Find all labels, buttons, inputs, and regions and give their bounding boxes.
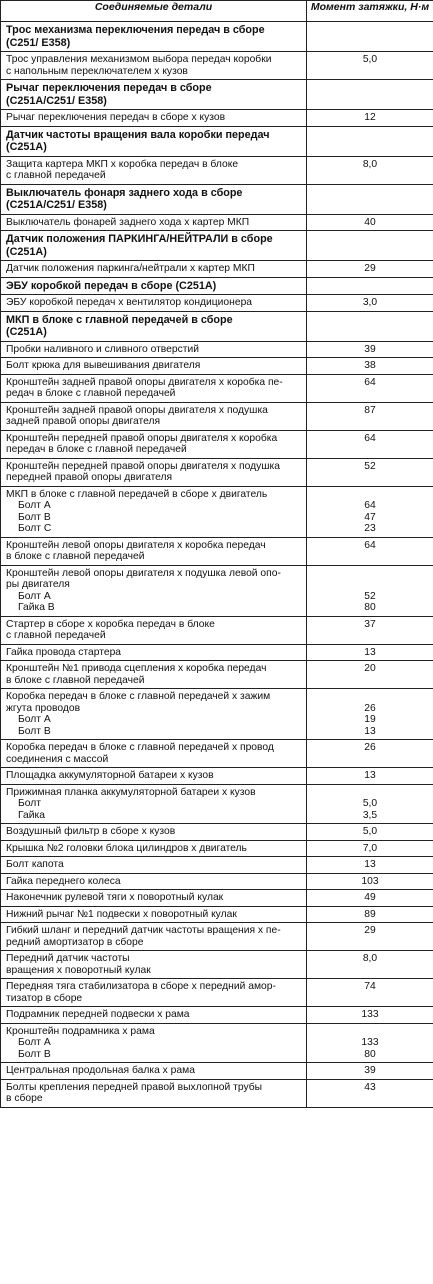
header-parts: Соединяемые детали bbox=[1, 1, 307, 22]
part-name-line: Гайка переднего колеса bbox=[6, 875, 121, 887]
table-row bbox=[1, 486, 433, 537]
torque-cell bbox=[307, 402, 433, 430]
table-row bbox=[1, 358, 433, 375]
torque-cell bbox=[307, 311, 433, 341]
section-row bbox=[1, 311, 433, 341]
torque-value: 43 bbox=[364, 1081, 376, 1093]
part-name-line: Болты крепления передней правой выхлопной трубы bbox=[6, 1081, 263, 1093]
table-row bbox=[1, 295, 433, 312]
torque-cell bbox=[307, 184, 433, 214]
part-cell bbox=[1, 126, 307, 156]
torque-value: 80 bbox=[364, 1048, 376, 1060]
part-name-line: передач в блоке с главной передачей bbox=[6, 444, 187, 455]
part-name-line: с главной передачей bbox=[6, 630, 106, 641]
table-body bbox=[1, 22, 433, 1108]
torque-value: 5,0 bbox=[362, 54, 378, 65]
part-name-line: Кронштейн задней правой опоры двигателя x подушка bbox=[6, 404, 268, 416]
torque-cell bbox=[307, 110, 433, 127]
part-name-line: Кронштейн левой опоры двигателя x коробка передач bbox=[6, 539, 266, 551]
table-row bbox=[1, 214, 433, 231]
torque-value: 87 bbox=[364, 404, 376, 416]
part-cell bbox=[1, 824, 307, 841]
section-title-line: Трос механизма переключения передач в сборе bbox=[6, 24, 265, 36]
torque-value: 64 bbox=[364, 376, 376, 388]
torque-value: 5,0 bbox=[362, 798, 378, 809]
part-name-line: Коробка передач в блоке с главной передачей x зажим bbox=[6, 691, 271, 702]
table-row bbox=[1, 923, 433, 951]
torque-cell bbox=[307, 80, 433, 110]
table-row bbox=[1, 341, 433, 358]
table-row bbox=[1, 110, 433, 127]
section-title-line: Датчик частоты вращения вала коробки передач bbox=[6, 128, 270, 141]
torque-cell bbox=[307, 923, 433, 951]
section-title-line: МКП в блоке с главной передачей в сборе bbox=[6, 313, 233, 326]
part-cell bbox=[1, 537, 307, 565]
torque-value: 74 bbox=[364, 981, 376, 992]
torque-value: 89 bbox=[364, 908, 376, 920]
torque-value: 133 bbox=[361, 1037, 379, 1048]
part-name-line: Нижний рычаг №1 подвески x поворотный кулак bbox=[6, 908, 237, 920]
fastener-label: Болт В bbox=[18, 725, 51, 737]
torque-cell bbox=[307, 661, 433, 689]
table-row bbox=[1, 374, 433, 402]
part-name-line: Передний датчик частоты bbox=[6, 953, 130, 964]
torque-value: 49 bbox=[364, 892, 376, 903]
torque-value: 29 bbox=[364, 925, 376, 936]
torque-cell bbox=[307, 689, 433, 740]
header-row bbox=[1, 1, 433, 22]
section-title-line: Выключатель фонаря заднего хода в сборе bbox=[6, 186, 243, 199]
section-title-line: (С251А) bbox=[6, 141, 47, 153]
part-name-line: Центральная продольная балка x рама bbox=[6, 1065, 195, 1076]
part-name-line: задней правой опоры двигателя bbox=[6, 416, 161, 427]
part-name-line: Гайка провода стартера bbox=[6, 646, 122, 658]
part-name-line: Рычаг переключения передач в сборе x кузов bbox=[6, 112, 226, 123]
fastener-label: Гайка bbox=[18, 809, 45, 821]
fastener-label: Гайка В bbox=[18, 602, 55, 613]
part-cell bbox=[1, 402, 307, 430]
part-cell bbox=[1, 458, 307, 486]
torque-value: 64 bbox=[364, 432, 376, 444]
part-name-line: Выключатель фонарей заднего хода x картер МКП bbox=[6, 216, 250, 228]
part-cell bbox=[1, 358, 307, 375]
torque-cell bbox=[307, 22, 433, 52]
torque-cell bbox=[307, 1063, 433, 1080]
part-cell bbox=[1, 341, 307, 358]
table-row bbox=[1, 1023, 433, 1063]
part-cell bbox=[1, 430, 307, 458]
torque-cell bbox=[307, 644, 433, 661]
torque-value: 47 bbox=[364, 511, 376, 523]
torque-value: 103 bbox=[361, 875, 379, 887]
table-row bbox=[1, 402, 433, 430]
torque-cell bbox=[307, 214, 433, 231]
section-title-line: (С251А/С251/ Е358) bbox=[6, 199, 107, 211]
header-torque: Момент затяжки, Н·м bbox=[307, 1, 433, 22]
torque-cell bbox=[307, 126, 433, 156]
torque-cell bbox=[307, 430, 433, 458]
table-row bbox=[1, 430, 433, 458]
part-cell bbox=[1, 110, 307, 127]
torque-cell bbox=[307, 740, 433, 768]
part-name-line: в сборе bbox=[6, 1093, 43, 1104]
part-cell bbox=[1, 923, 307, 951]
part-cell bbox=[1, 374, 307, 402]
table-row bbox=[1, 979, 433, 1007]
part-name-line: соединения с массой bbox=[6, 753, 109, 765]
section-row bbox=[1, 184, 433, 214]
fastener-label: Болт А bbox=[18, 500, 51, 511]
part-name-line: Стартер в сборе x коробка передач в блоке bbox=[6, 618, 215, 630]
table-row bbox=[1, 873, 433, 890]
table-row bbox=[1, 1063, 433, 1080]
torque-value: 20 bbox=[364, 663, 376, 674]
torque-value bbox=[311, 489, 429, 501]
torque-cell bbox=[307, 857, 433, 874]
torque-cell bbox=[307, 979, 433, 1007]
part-name-line: редний амортизатор в сборе bbox=[6, 936, 144, 948]
torque-cell bbox=[307, 156, 433, 184]
part-name-line: с главной передачей bbox=[6, 170, 106, 181]
part-name-line: Наконечник рулевой тяги x поворотный кулак bbox=[6, 892, 224, 903]
table-row bbox=[1, 951, 433, 979]
part-name-line: передней правой опоры двигателя bbox=[6, 472, 173, 483]
part-cell bbox=[1, 740, 307, 768]
torque-cell bbox=[307, 616, 433, 644]
torque-cell bbox=[307, 374, 433, 402]
torque-value: 133 bbox=[361, 1009, 379, 1020]
part-name-line: Передняя тяга стабилизатора в сборе x передний амор- bbox=[6, 981, 276, 992]
section-row bbox=[1, 231, 433, 261]
table-row bbox=[1, 857, 433, 874]
table-row bbox=[1, 565, 433, 616]
torque-value: 19 bbox=[364, 714, 376, 725]
table-row bbox=[1, 824, 433, 841]
part-cell bbox=[1, 979, 307, 1007]
part-cell bbox=[1, 295, 307, 312]
torque-value: 64 bbox=[364, 500, 376, 511]
table-row bbox=[1, 1007, 433, 1024]
part-cell bbox=[1, 231, 307, 261]
torque-cell bbox=[307, 341, 433, 358]
part-cell bbox=[1, 277, 307, 295]
section-title-line: (С251/ Е358) bbox=[6, 36, 71, 49]
torque-value: 12 bbox=[364, 112, 376, 123]
table-row bbox=[1, 644, 433, 661]
table-row bbox=[1, 661, 433, 689]
part-cell bbox=[1, 840, 307, 857]
part-cell bbox=[1, 565, 307, 616]
part-cell bbox=[1, 311, 307, 341]
table-row bbox=[1, 156, 433, 184]
part-cell bbox=[1, 873, 307, 890]
torque-value: 13 bbox=[364, 770, 376, 781]
torque-value: 23 bbox=[364, 523, 376, 534]
part-name-line: Трос управления механизмом выбора передач коробки bbox=[6, 54, 272, 65]
part-name-line: ЭБУ коробкой передач x вентилятор кондиционера bbox=[6, 297, 253, 308]
table-row bbox=[1, 768, 433, 785]
torque-value: 3,5 bbox=[362, 809, 378, 821]
torque-value bbox=[311, 568, 429, 580]
part-cell bbox=[1, 1007, 307, 1024]
part-name-line: Кронштейн подрамника x рама bbox=[6, 1025, 155, 1037]
torque-value: 29 bbox=[364, 263, 376, 274]
torque-value: 80 bbox=[364, 602, 376, 613]
part-cell bbox=[1, 661, 307, 689]
table-row bbox=[1, 740, 433, 768]
table-row bbox=[1, 52, 433, 80]
torque-value: 38 bbox=[364, 360, 376, 371]
table-row bbox=[1, 458, 433, 486]
torque-cell bbox=[307, 486, 433, 537]
table-row bbox=[1, 261, 433, 278]
torque-cell bbox=[307, 951, 433, 979]
part-cell bbox=[1, 22, 307, 52]
torque-cell bbox=[307, 873, 433, 890]
torque-value: 7,0 bbox=[362, 842, 378, 854]
fastener-label: Болт А bbox=[18, 714, 51, 725]
torque-value bbox=[311, 579, 429, 591]
torque-cell bbox=[307, 768, 433, 785]
part-name-line: редач в блоке с главной передачей bbox=[6, 388, 176, 399]
torque-value: 52 bbox=[364, 590, 376, 602]
part-name-line: Кронштейн передней правой опоры двигателя x коробка bbox=[6, 432, 278, 444]
torque-cell bbox=[307, 358, 433, 375]
part-cell bbox=[1, 768, 307, 785]
part-cell bbox=[1, 689, 307, 740]
torque-value: 3,0 bbox=[362, 297, 378, 308]
torque-value: 40 bbox=[364, 216, 376, 228]
part-cell bbox=[1, 1063, 307, 1080]
torque-value: 26 bbox=[364, 742, 376, 753]
section-title-line: (С251А) bbox=[6, 245, 47, 258]
part-name-line: Кронштейн задней правой опоры двигателя x коробка пе- bbox=[6, 376, 283, 388]
torque-cell bbox=[307, 840, 433, 857]
torque-value: 39 bbox=[364, 1065, 376, 1076]
torque-cell bbox=[307, 1007, 433, 1024]
table-row bbox=[1, 890, 433, 907]
torque-cell bbox=[307, 890, 433, 907]
fastener-label: Болт А bbox=[18, 590, 51, 602]
part-cell bbox=[1, 156, 307, 184]
torque-value bbox=[311, 787, 429, 799]
table-row bbox=[1, 537, 433, 565]
torque-cell bbox=[307, 231, 433, 261]
part-cell bbox=[1, 644, 307, 661]
section-row bbox=[1, 126, 433, 156]
fastener-label: Болт В bbox=[18, 511, 51, 523]
part-name-line: Болт капота bbox=[6, 859, 64, 870]
part-name-line: Пробки наливного и сливного отверстий bbox=[6, 343, 199, 355]
part-name-line: ры двигателя bbox=[6, 579, 70, 590]
part-name-line: в блоке с главной передачей bbox=[6, 674, 145, 686]
part-name-line: Воздушный фильтр в сборе x кузов bbox=[6, 826, 176, 837]
section-row bbox=[1, 22, 433, 52]
torque-value: 37 bbox=[364, 618, 376, 630]
torque-value: 8,0 bbox=[362, 158, 378, 170]
section-title-line: (С251А/С251/ Е358) bbox=[6, 94, 107, 107]
part-cell bbox=[1, 616, 307, 644]
part-name-line: жгута проводов bbox=[6, 702, 81, 714]
torque-value: 52 bbox=[364, 460, 376, 472]
part-name-line: вращения x поворотный кулак bbox=[6, 964, 151, 976]
section-title-line: ЭБУ коробкой передач в сборе (С251А) bbox=[6, 279, 217, 292]
fastener-label: Болт С bbox=[18, 523, 52, 534]
part-name-line: Прижимная планка аккумуляторной батареи x кузов bbox=[6, 786, 256, 798]
section-title-line: Рычаг переключения передач в сборе bbox=[6, 82, 212, 94]
part-name-line: Кронштейн передней правой опоры двигателя x подушка bbox=[6, 460, 280, 472]
table-row bbox=[1, 1079, 433, 1107]
part-cell bbox=[1, 951, 307, 979]
torque-value: 13 bbox=[364, 859, 376, 870]
part-cell bbox=[1, 1079, 307, 1107]
table-row bbox=[1, 784, 433, 824]
part-name-line: Крышка №2 головки блока цилиндров x двигатель bbox=[6, 842, 247, 854]
part-name-line: Кронштейн №1 привода сцепления x коробка передач bbox=[6, 663, 267, 674]
part-cell bbox=[1, 784, 307, 824]
torque-cell bbox=[307, 565, 433, 616]
table-row bbox=[1, 906, 433, 923]
part-name-line: Датчик положения паркинга/нейтрали x картер МКП bbox=[6, 263, 255, 274]
part-cell bbox=[1, 80, 307, 110]
torque-value: 5,0 bbox=[362, 826, 378, 837]
part-cell bbox=[1, 486, 307, 537]
section-title-line: Датчик положения ПАРКИНГА/НЕЙТРАЛИ в сборе bbox=[6, 233, 273, 245]
part-cell bbox=[1, 906, 307, 923]
torque-cell bbox=[307, 906, 433, 923]
table-row bbox=[1, 840, 433, 857]
fastener-label: Болт bbox=[18, 798, 41, 809]
torque-cell bbox=[307, 52, 433, 80]
part-name-line: Коробка передач в блоке с главной передачей x провод bbox=[6, 742, 274, 753]
torque-value: 39 bbox=[364, 343, 376, 355]
part-cell bbox=[1, 52, 307, 80]
torque-value bbox=[311, 691, 429, 703]
part-name-line: с напольным переключателем x кузов bbox=[6, 65, 188, 77]
part-name-line: Защита картера МКП x коробка передач в блоке bbox=[6, 158, 239, 170]
torque-cell bbox=[307, 824, 433, 841]
part-cell bbox=[1, 261, 307, 278]
torque-cell bbox=[307, 261, 433, 278]
torque-value: 64 bbox=[364, 539, 376, 551]
section-row bbox=[1, 80, 433, 110]
part-cell bbox=[1, 214, 307, 231]
torque-value: 13 bbox=[364, 646, 376, 658]
part-name-line: тизатор в сборе bbox=[6, 992, 83, 1004]
part-cell bbox=[1, 184, 307, 214]
fastener-label: Болт А bbox=[18, 1037, 51, 1048]
torque-value bbox=[311, 1026, 429, 1038]
part-name-line: в блоке с главной передачей bbox=[6, 551, 145, 562]
torque-cell bbox=[307, 784, 433, 824]
section-title-line: (С251А) bbox=[6, 326, 47, 338]
part-name-line: Площадка аккумуляторной батареи x кузов bbox=[6, 770, 214, 781]
section-row bbox=[1, 277, 433, 295]
part-name-line: МКП в блоке с главной передачей в сборе x двигатель bbox=[6, 488, 268, 500]
part-name-line: Гибкий шланг и передний датчик частоты вращения x пе- bbox=[6, 925, 281, 936]
torque-cell bbox=[307, 1079, 433, 1107]
fastener-label: Болт В bbox=[18, 1048, 51, 1060]
torque-cell bbox=[307, 537, 433, 565]
torque-value: 13 bbox=[364, 725, 376, 737]
torque-cell bbox=[307, 1023, 433, 1063]
part-cell bbox=[1, 1023, 307, 1063]
torque-value: 26 bbox=[364, 702, 376, 714]
part-name-line: Кронштейн левой опоры двигателя x подушка левой опо- bbox=[6, 567, 281, 579]
torque-cell bbox=[307, 277, 433, 295]
part-cell bbox=[1, 857, 307, 874]
table-row bbox=[1, 616, 433, 644]
torque-cell bbox=[307, 458, 433, 486]
part-name-line: Подрамник передней подвески x рама bbox=[6, 1009, 190, 1020]
torque-cell bbox=[307, 295, 433, 312]
table-row bbox=[1, 689, 433, 740]
part-name-line: Болт крюка для вывешивания двигателя bbox=[6, 360, 201, 371]
part-cell bbox=[1, 890, 307, 907]
torque-value: 8,0 bbox=[362, 953, 378, 964]
